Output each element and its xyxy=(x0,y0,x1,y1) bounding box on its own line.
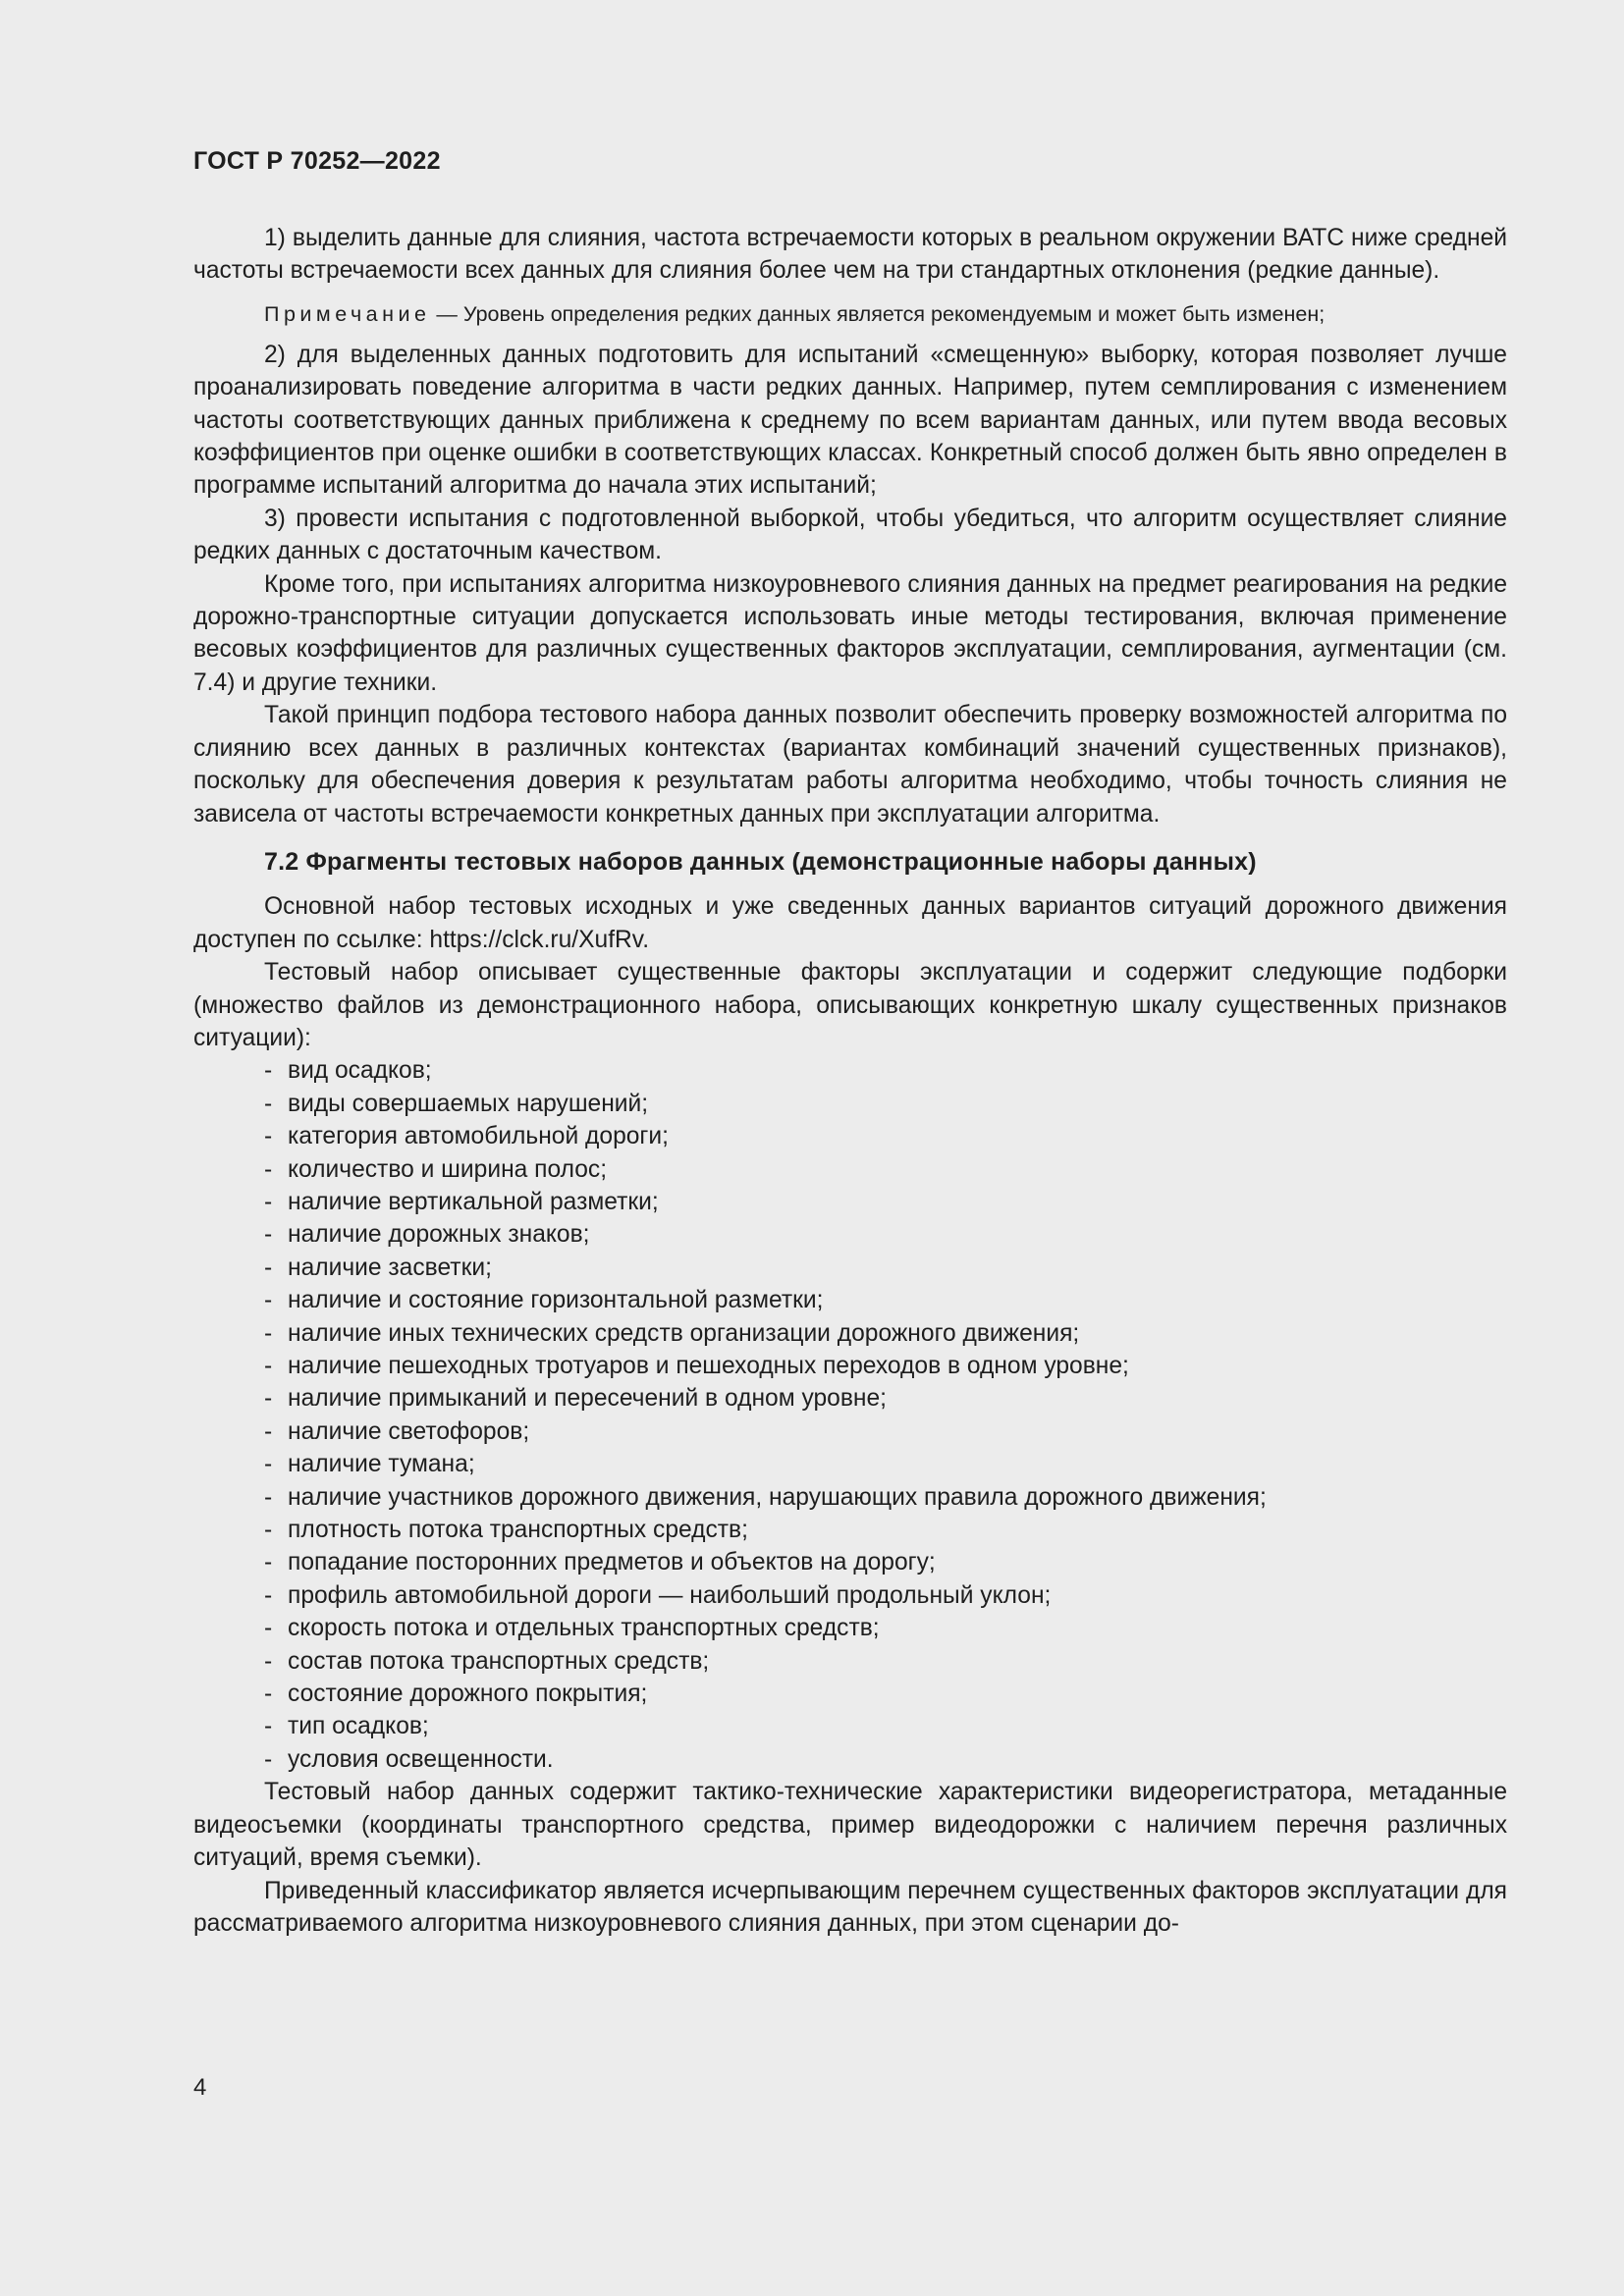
list-marker: - xyxy=(264,1647,273,1675)
list-item xyxy=(193,1481,1507,1514)
page-number: 4 xyxy=(193,2074,207,2101)
list-item-text: наличие вертикальной разметки; xyxy=(288,1188,659,1215)
doc-code: ГОСТ Р 70252—2022 xyxy=(193,147,441,175)
list-item-text: категория автомобильной дороги; xyxy=(288,1123,669,1150)
document-body xyxy=(193,222,1507,1940)
list-item-text: наличие тумана; xyxy=(288,1451,475,1478)
list-item xyxy=(193,1612,1507,1644)
list-marker: - xyxy=(264,1254,273,1281)
list-item-text: наличие дорожных знаков; xyxy=(288,1221,590,1249)
paragraph-main-set: Основной набор тестовых исходных и уже сведенных данных вариантов ситуаций дорожного движения доступен по ссылке: https://clck.ru/XufRv. xyxy=(193,893,1507,953)
paragraph-principle: Такой принцип подбора тестового набора данных позволит обеспечить проверку возможностей алгоритма по слиянию всех данных в различных контекстах (вариантах комбинаций значений существенных признаков), поскольку для обеспечения доверия к результатам работы алгоритма необходимо, чтобы точность слияния не зависела от частоты встречаемости конкретных данных при эксплуатации алгоритма. xyxy=(193,702,1507,828)
list-marker: - xyxy=(264,1221,273,1249)
list-item-text: плотность потока транспортных средств; xyxy=(288,1517,748,1544)
list-item xyxy=(193,1252,1507,1284)
list-marker: - xyxy=(264,1615,273,1642)
note-label: Примечание xyxy=(264,301,431,326)
list-item-text: наличие засветки; xyxy=(288,1254,492,1281)
list-item-text: тип осадков; xyxy=(288,1713,429,1740)
list-item xyxy=(193,1054,1507,1087)
list-item-text: профиль автомобильной дороги — наибольший продольный уклон; xyxy=(288,1581,1052,1609)
section-heading: 7.2 Фрагменты тестовых наборов данных (демонстрационные наборы данных) xyxy=(264,847,1257,876)
list-item-text: наличие пешеходных тротуаров и пешеходных переходов в одном уровне; xyxy=(288,1353,1129,1379)
list-item xyxy=(193,1120,1507,1152)
list-item-text: наличие примыканий и пересечений в одном уровне; xyxy=(288,1385,887,1413)
list-marker: - xyxy=(264,1417,273,1445)
list-item xyxy=(193,1710,1507,1742)
paragraph-item-1: 1) выделить данные для слияния, частота встречаемости которых в реальном окружении ВАТС ниже средней частоты встречаемости всех данных для слияния более чем на три стандартных отклонения (редкие данные). xyxy=(193,225,1507,285)
list-item xyxy=(193,1579,1507,1612)
list-item xyxy=(193,1186,1507,1218)
paragraph-item-3: 3) провести испытания с подготовленной выборкой, чтобы убедиться, что алгоритм осуществляет слияние редких данных с достаточным качеством. xyxy=(193,505,1507,565)
list-marker: - xyxy=(264,1581,273,1609)
list-marker: - xyxy=(264,1745,273,1773)
paragraph-dataset-contents: Тестовый набор данных содержит тактико-технические характеристики видеорегистратора, метаданные видеосъемки (координаты транспортного средства, пример видеодорожки с наличием перечня различных ситуаций, время съемки). xyxy=(193,1779,1507,1872)
list-item-text: наличие иных технических средств организации дорожного движения; xyxy=(288,1319,1080,1347)
list-marker: - xyxy=(264,1287,273,1314)
list-marker: - xyxy=(264,1517,273,1544)
list-item xyxy=(193,1448,1507,1480)
list-item xyxy=(193,1743,1507,1776)
list-item xyxy=(193,1153,1507,1186)
note xyxy=(193,299,1507,329)
list-marker: - xyxy=(264,1353,273,1379)
list-item xyxy=(193,1415,1507,1448)
paragraph-item-2: 2) для выделенных данных подготовить для испытаний «смещенную» выборку, которая позволяет лучше проанализировать поведение алгоритма в части редких данных. Например, путем семплирования с изменением частоты соответствующих данных приближена к среднему по всем вариантам данных, или путем ввода весовых коэффициентов при оценке ошибки в соответствующих классах. Конкретный способ должен быть явно определен в программе испытаний алгоритма до начала этих испытаний; xyxy=(193,341,1507,500)
list-marker: - xyxy=(264,1451,273,1478)
list-item xyxy=(193,1317,1507,1350)
list-item xyxy=(193,1350,1507,1382)
list-marker: - xyxy=(264,1319,273,1347)
list-item xyxy=(193,1088,1507,1120)
list-item-text: попадание посторонних предметов и объектов на дорогу; xyxy=(288,1549,936,1576)
list-item-text: количество и ширина полос; xyxy=(288,1155,608,1183)
list-marker: - xyxy=(264,1681,273,1708)
list-item xyxy=(193,1645,1507,1678)
paragraph-besides: Кроме того, при испытаниях алгоритма низкоуровневого слияния данных на предмет реагирования на редкие дорожно-транспортные ситуации допускается использовать иные методы тестирования, включая применение весовых коэффициентов для различных существенных факторов эксплуатации, семплирования, аугментации (см. 7.4) и другие техники. xyxy=(193,570,1507,696)
paragraph-classifier: Приведенный классификатор является исчерпывающим перечнем существенных факторов эксплуатации для рассматриваемого алгоритма низкоуровневого слияния данных, при этом сценарии до- xyxy=(193,1877,1507,1937)
list-marker: - xyxy=(264,1090,273,1117)
list-item-text: вид осадков; xyxy=(288,1057,432,1085)
list-item-text: состав потока транспортных средств; xyxy=(288,1647,710,1675)
factor-list xyxy=(193,1054,1507,1776)
list-item-text: условия освещенности. xyxy=(288,1745,554,1773)
list-marker: - xyxy=(264,1549,273,1576)
document-page xyxy=(193,0,1507,2296)
list-item-text: виды совершаемых нарушений; xyxy=(288,1090,649,1117)
document-header xyxy=(193,147,441,176)
list-marker: - xyxy=(264,1155,273,1183)
list-marker: - xyxy=(264,1385,273,1413)
list-item xyxy=(193,1382,1507,1415)
list-marker: - xyxy=(264,1483,273,1511)
list-marker: - xyxy=(264,1057,273,1085)
list-item xyxy=(193,1546,1507,1578)
list-item-text: наличие и состояние горизонтальной разметки; xyxy=(288,1287,824,1314)
list-marker: - xyxy=(264,1188,273,1215)
list-item-text: наличие светофоров; xyxy=(288,1417,530,1445)
note-text: — Уровень определения редких данных является рекомендуемым и может быть изменен; xyxy=(430,301,1326,326)
list-item xyxy=(193,1514,1507,1546)
paragraph-test-set: Тестовый набор описывает существенные факторы эксплуатации и содержит следующие подборки (множество файлов из демонстрационного набора, описывающих конкретную шкалу существенных признаков ситуации): xyxy=(193,959,1507,1051)
list-item-text: наличие участников дорожного движения, нарушающих правила дорожного движения; xyxy=(288,1483,1267,1511)
list-item xyxy=(193,1218,1507,1251)
list-item xyxy=(193,1678,1507,1710)
list-item xyxy=(193,1284,1507,1316)
list-item-text: скорость потока и отдельных транспортных средств; xyxy=(288,1615,880,1642)
list-item-text: состояние дорожного покрытия; xyxy=(288,1681,648,1708)
list-marker: - xyxy=(264,1123,273,1150)
list-marker: - xyxy=(264,1713,273,1740)
